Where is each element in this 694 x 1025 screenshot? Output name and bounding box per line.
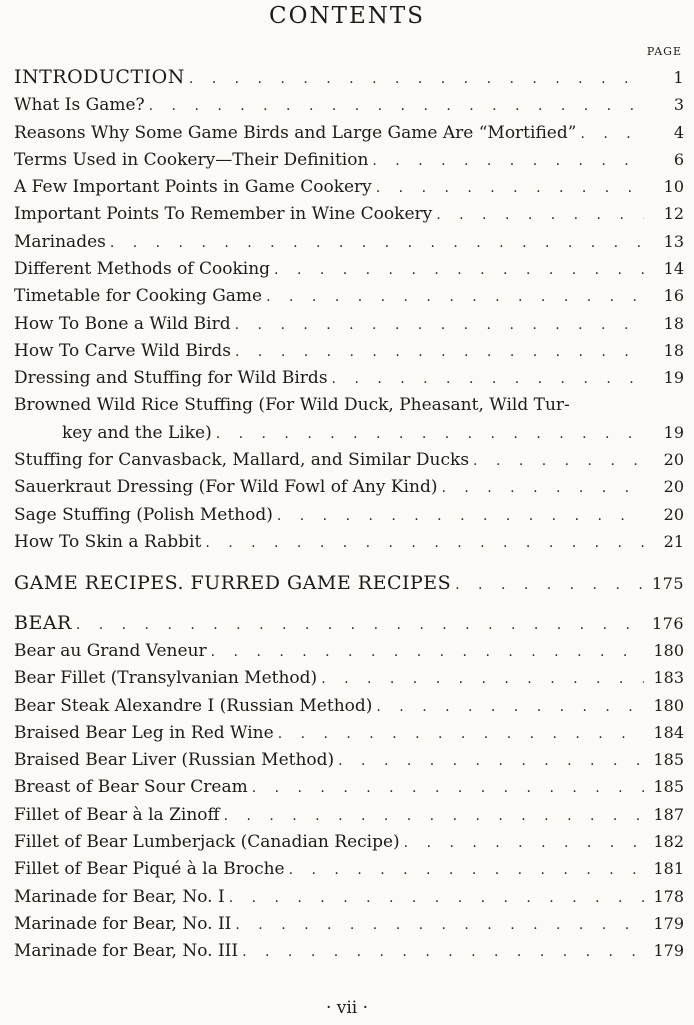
toc-entry-title: A Few Important Points in Game Cookery (14, 177, 372, 198)
toc-entry (14, 228, 684, 255)
toc-entry (14, 282, 684, 309)
toc-entry-title: Browned Wild Rice Stuffing (For Wild Duck, Pheasant, Wild Tur- (14, 394, 570, 415)
leader-dots (338, 748, 644, 775)
toc-entry-title: Terms Used in Cookery—Their Definition (14, 149, 369, 170)
toc-entry-page: 180 (653, 695, 684, 715)
toc-entry-page: 184 (653, 722, 684, 742)
leader-dots (455, 572, 644, 599)
toc-entry-page: 4 (673, 122, 684, 142)
toc-entry-title: How To Bone a Wild Bird (14, 313, 231, 334)
toc-entry-title: Marinades (14, 231, 106, 252)
leader-dots (274, 257, 644, 284)
toc-entry-page: 185 (653, 750, 684, 770)
leader-dots (76, 612, 644, 639)
toc-entry (14, 310, 684, 337)
toc-entry-page: 181 (653, 859, 684, 879)
toc-entry-title: How To Carve Wild Birds (14, 340, 232, 361)
toc-entry-page: 175 (651, 574, 684, 594)
toc-section-introduction (14, 64, 684, 91)
toc-entry-page: 179 (653, 913, 684, 933)
toc-entry-title: Bear Fillet (Transylvanian Method) (14, 668, 318, 689)
page-column-label: PAGE (646, 45, 682, 58)
toc-entry (14, 637, 684, 664)
toc-entry-page: 185 (653, 777, 684, 797)
toc-entry-title: Different Methods of Cooking (14, 259, 271, 280)
toc-entry (14, 146, 684, 173)
toc-entry-page: 19 (663, 368, 684, 388)
toc-entry-page: 16 (663, 286, 684, 306)
toc-entry-title: Stuffing for Canvasback, Mallard, and Similar Ducks (14, 450, 470, 471)
toc-entry (14, 446, 684, 473)
toc-entry-page: 178 (653, 886, 684, 906)
leader-dots (436, 202, 644, 229)
toc-entry (14, 337, 684, 364)
toc-entry-title: Fillet of Bear Piqué à la Broche (14, 859, 285, 880)
toc-entry-title: Marinade for Bear, No. I (14, 886, 225, 907)
table-of-contents (14, 64, 684, 965)
leader-dots (473, 448, 644, 475)
toc-entry-title: Bear au Grand Veneur (14, 640, 207, 661)
toc-entry (14, 473, 684, 500)
leader-dots (216, 421, 644, 448)
leader-dots (376, 175, 644, 202)
toc-entry-title: Dressing and Stuffing for Wild Birds (14, 368, 328, 389)
toc-entry-page: 3 (673, 95, 684, 115)
toc-entry-page: 180 (653, 640, 684, 660)
toc-entry (14, 828, 684, 855)
toc-entry-page: 1 (673, 68, 684, 87)
toc-entry-title: BEAR (14, 611, 72, 634)
toc-entry-title: Bear Steak Alexandre I (Russian Method) (14, 695, 373, 716)
toc-entry (14, 255, 684, 282)
leader-dots (321, 666, 644, 693)
toc-entry-page: 14 (663, 259, 684, 279)
toc-entry (14, 746, 684, 773)
toc-entry (14, 528, 684, 555)
leader-dots (404, 830, 644, 857)
leader-dots (372, 148, 644, 175)
toc-entry (14, 855, 684, 882)
leader-dots (235, 912, 644, 939)
toc-entry (14, 501, 684, 528)
page-number-footer: · vii · (325, 998, 369, 1018)
leader-dots (278, 721, 644, 748)
toc-entry-title: Braised Bear Leg in Red Wine (14, 722, 274, 743)
toc-entry-title: INTRODUCTION (14, 66, 185, 88)
toc-entry (14, 773, 684, 800)
toc-entry-wrapped-line1 (14, 392, 684, 419)
toc-entry-page: 18 (663, 340, 684, 360)
toc-entry (14, 200, 684, 227)
toc-entry-title: Timetable for Cooking Game (14, 286, 263, 307)
toc-entry-title: Important Points To Remember in Wine Cookery (14, 204, 433, 225)
toc-entry (14, 910, 684, 937)
toc-entry-page: 12 (663, 204, 684, 224)
toc-entry-page: 18 (663, 313, 684, 333)
toc-entry (14, 719, 684, 746)
toc-entry-title: key and the Like) (62, 422, 212, 443)
toc-entry-page: 179 (653, 941, 684, 961)
leader-dots (242, 939, 644, 966)
leader-dots (235, 312, 644, 339)
toc-entry-title: Fillet of Bear Lumberjack (Canadian Recipe) (14, 832, 400, 853)
toc-entry-page: 20 (663, 504, 684, 524)
leader-dots (580, 121, 644, 148)
toc-entry-title: Sauerkraut Dressing (For Wild Fowl of Any Kind) (14, 477, 438, 498)
toc-section-bear (14, 610, 684, 637)
leader-dots (289, 857, 644, 884)
toc-entry-page: 21 (663, 532, 684, 552)
toc-entry-page: 10 (663, 177, 684, 197)
leader-dots (110, 230, 644, 257)
leader-dots (235, 339, 644, 366)
toc-section-game-recipes (14, 570, 684, 597)
leader-dots (376, 694, 644, 721)
toc-entry-title: Braised Bear Liver (Russian Method) (14, 750, 335, 771)
toc-entry (14, 91, 684, 118)
toc-entry (14, 119, 684, 146)
toc-entry-title: GAME RECIPES. FURRED GAME RECIPES (14, 572, 452, 595)
toc-entry (14, 364, 684, 391)
leader-dots (332, 366, 644, 393)
leader-dots (441, 475, 644, 502)
toc-entry (14, 937, 684, 964)
toc-entry-title: How To Skin a Rabbit (14, 532, 202, 553)
toc-entry-title: Marinade for Bear, No. III (14, 941, 239, 962)
toc-entry-title: Reasons Why Some Game Birds and Large Game Are “Mortified” (14, 122, 577, 143)
leader-dots (224, 803, 644, 830)
toc-entry-page: 20 (663, 450, 684, 470)
toc-entry-page: 182 (653, 832, 684, 852)
toc-entry-page: 6 (673, 149, 684, 169)
toc-entry (14, 173, 684, 200)
leader-dots (149, 93, 644, 120)
toc-entry-title: Fillet of Bear à la Zinoff (14, 804, 220, 825)
toc-entry (14, 664, 684, 691)
toc-entry-title: Sage Stuffing (Polish Method) (14, 504, 273, 525)
toc-entry (14, 801, 684, 828)
toc-entry (14, 692, 684, 719)
leader-dots (211, 639, 644, 666)
toc-entry-wrapped-line2 (14, 419, 684, 446)
leader-dots (189, 66, 644, 93)
toc-entry-title: Breast of Bear Sour Cream (14, 777, 248, 798)
leader-dots (205, 530, 644, 557)
toc-entry-page: 20 (663, 477, 684, 497)
toc-entry-page: 176 (651, 613, 684, 633)
toc-entry-title: What Is Game? (14, 95, 145, 116)
toc-entry-page: 187 (653, 804, 684, 824)
toc-entry (14, 883, 684, 910)
toc-entry-title: Marinade for Bear, No. II (14, 913, 232, 934)
toc-entry-page: 13 (663, 231, 684, 251)
page-title: CONTENTS (269, 3, 425, 29)
leader-dots (266, 284, 644, 311)
leader-dots (277, 503, 644, 530)
leader-dots (229, 885, 644, 912)
toc-entry-page: 19 (663, 422, 684, 442)
spacer (14, 555, 684, 570)
toc-entry-page: 183 (653, 668, 684, 688)
leader-dots (252, 775, 644, 802)
